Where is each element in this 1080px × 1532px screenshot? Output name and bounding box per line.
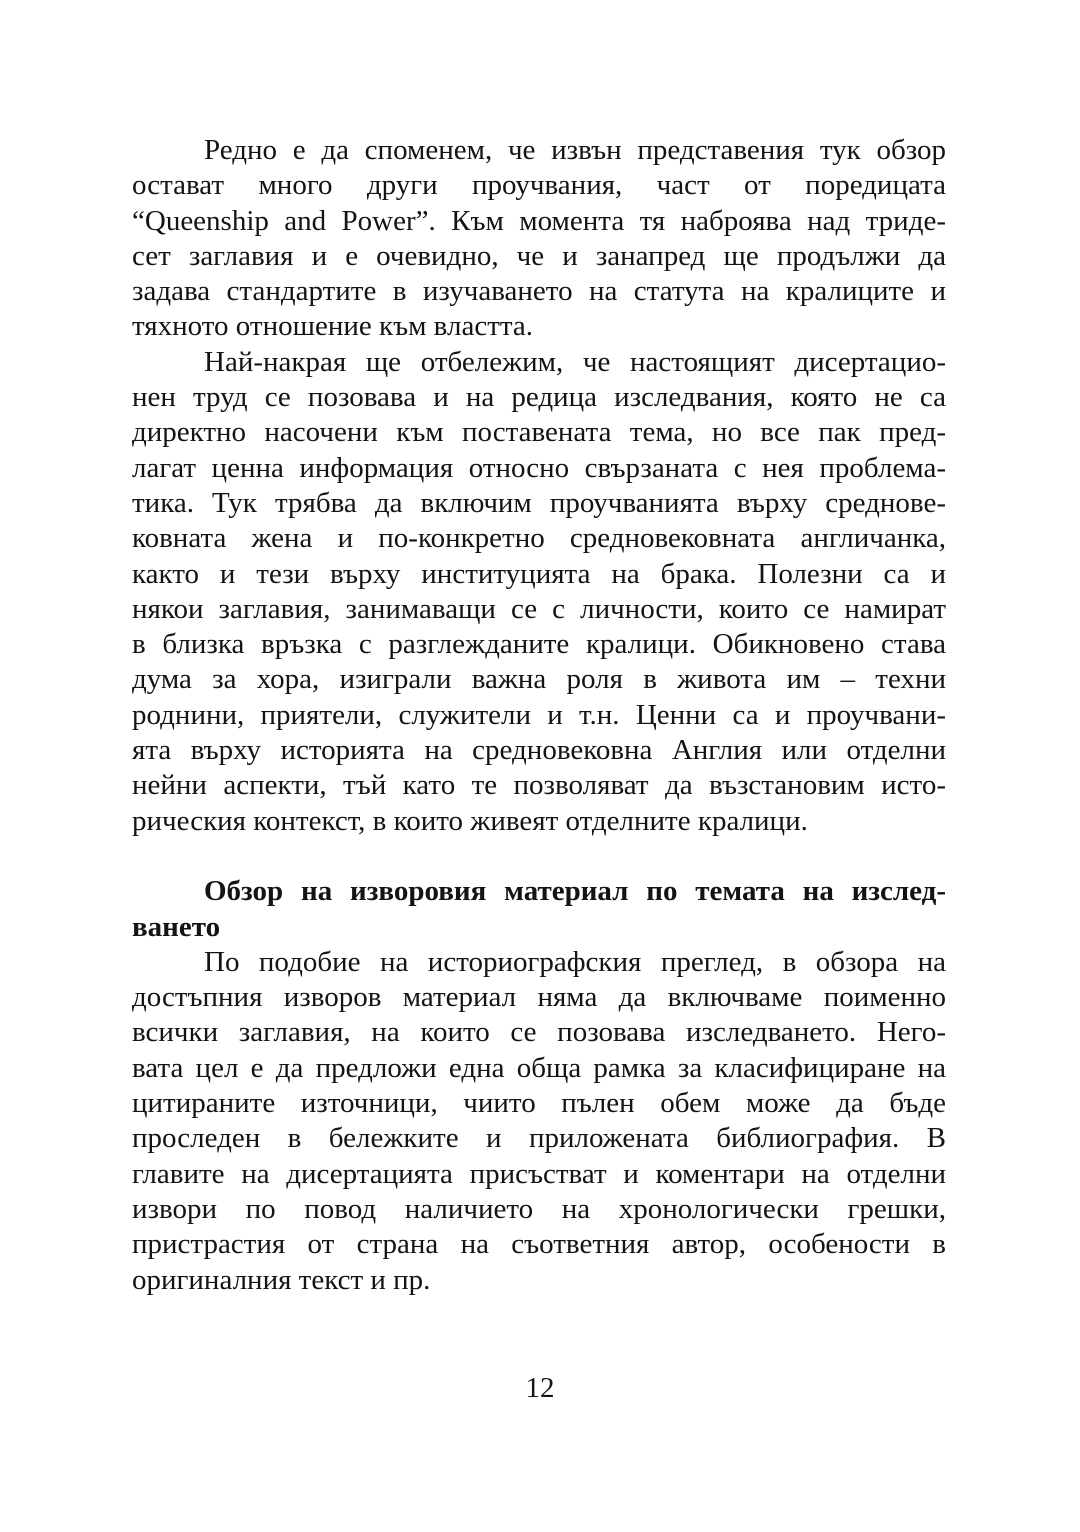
page-number: 12 <box>525 1372 555 1404</box>
text-line: По подобие на историографския преглед, в обзора на <box>204 945 946 978</box>
paragraph-3 <box>132 945 946 1298</box>
text-line: извори по повод наличието на хронологически грешки, <box>132 1192 946 1225</box>
text-line: лагат ценна информация относно свързаната с нея проблема- <box>132 451 946 484</box>
text-line: цитираните източници, чиито пълен обем може да бъде <box>132 1087 946 1120</box>
text-line: някои заглавия, занимаващи се с личности, които се намират <box>132 592 946 625</box>
text-line: дума за хора, изиграли важна роля в живота им – техни <box>132 663 946 696</box>
text-line: роднини, приятели, служители и т.н. Ценни са и проучвани- <box>132 698 946 731</box>
text-line: тика. Тук трябва да включим проучванията върху среднове- <box>132 486 946 519</box>
text-line: нейни аспекти, тъй като те позволяват да възстановим исто- <box>132 769 946 802</box>
text-line: достъпния изворов материал няма да включваме поименно <box>132 981 946 1014</box>
text-line: нен труд се позовава и на редица изследвания, която не са <box>132 381 946 414</box>
page-body <box>132 133 946 1298</box>
text-line: ковната жена и по-конкретно средновековната англичанка, <box>132 522 946 555</box>
heading-line: Обзор на изворовия материал по темата на изслед- <box>204 875 946 908</box>
text-line: “Queenship and Power”. Към момента тя наброява над триде- <box>132 204 946 237</box>
text-line: тяхното отношение към властта. <box>132 310 534 343</box>
text-line: ята върху историята на средновековна Англия или отделни <box>132 734 946 767</box>
text-line: оригиналния текст и пр. <box>132 1263 431 1296</box>
text-line: всички заглавия, на които се позовава изследването. Него- <box>132 1016 946 1049</box>
text-line: Най-накрая ще отбележим, че настоящият дисертацио- <box>204 345 946 378</box>
text-line: в близка връзка с разглежданите кралици. Обикновено става <box>132 628 946 661</box>
text-line: директно насочени към поставената тема, но все пак пред- <box>132 416 946 449</box>
text-line: сет заглавия и е очевидно, че и занапред ще продължи да <box>132 239 946 272</box>
text-line: както и тези върху институцията на брака. Полезни са и <box>132 557 946 590</box>
heading-line: ването <box>132 910 221 943</box>
text-line: главите на дисертацията присъстват и коментари на отделни <box>132 1157 946 1190</box>
section-heading <box>132 874 946 945</box>
text-line: пристрастия от страна на съответния автор, особености в <box>132 1228 946 1261</box>
text-line: проследен в бележките и приложената библиография. В <box>132 1122 946 1155</box>
paragraph-1 <box>132 133 946 345</box>
blank-line <box>132 839 946 874</box>
text-line: вата цел е да предложи една обща рамка за класифициране на <box>132 1051 946 1084</box>
paragraph-2 <box>132 345 946 839</box>
text-line: рическия контекст, в които живеят отделните кралици. <box>132 804 808 837</box>
text-line: Редно е да споменем, че извън представения тук обзор <box>204 134 946 166</box>
text-line: задава стандартите в изучаването на статута на кралиците и <box>132 275 946 308</box>
text-line: остават много други проучвания, част от поредицата <box>132 169 946 202</box>
